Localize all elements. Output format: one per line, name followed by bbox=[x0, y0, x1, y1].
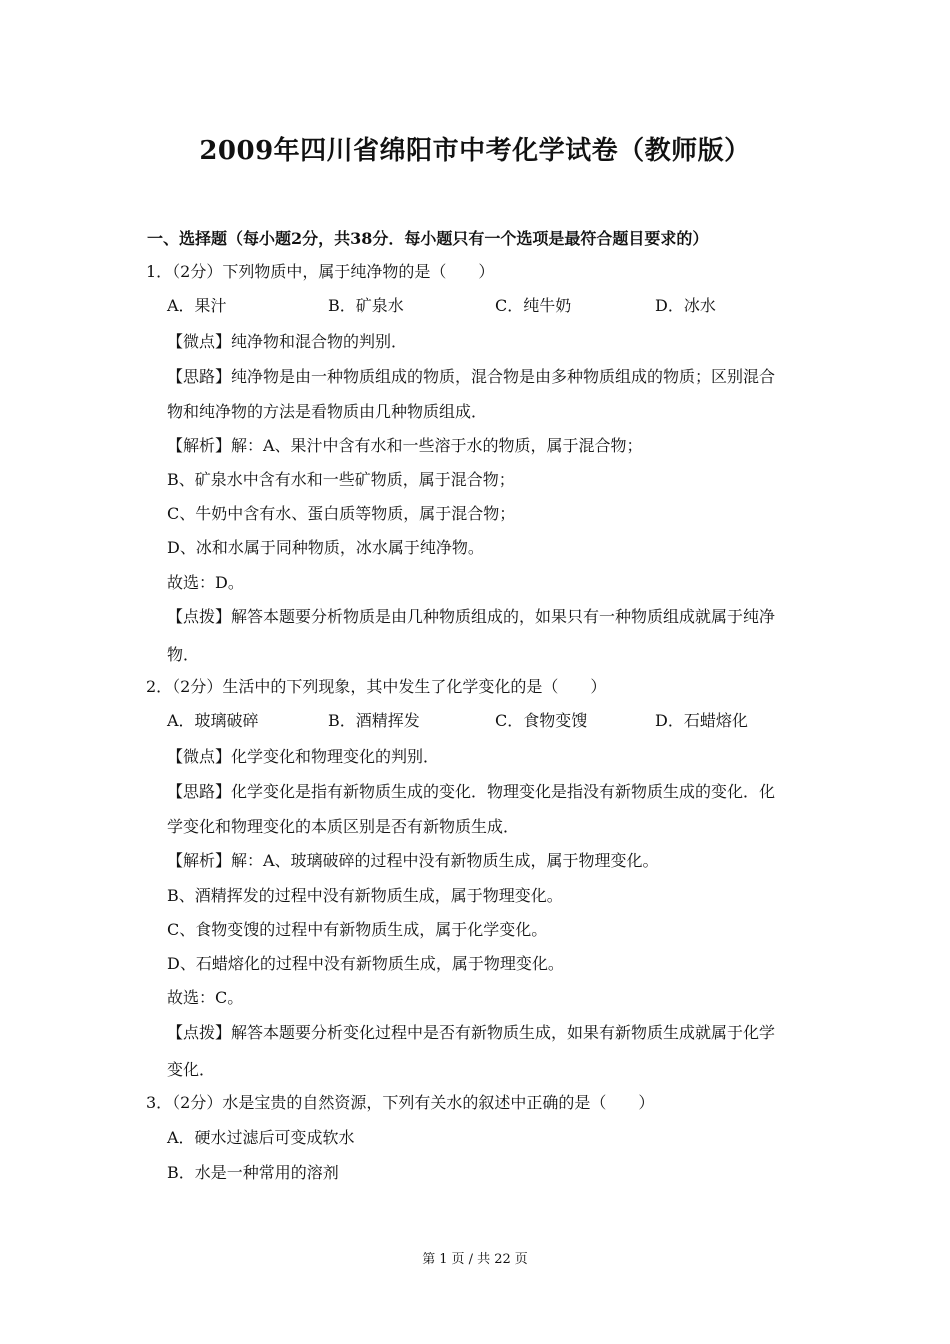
question-2-answer: 故选：C。 bbox=[167, 988, 244, 1007]
question-1-stem: 1．（2分）下列物质中，属于纯净物的是（ ） bbox=[146, 262, 495, 281]
question-1-jiexi-c: C、牛奶中含有水、蛋白质等物质，属于混合物； bbox=[167, 504, 516, 523]
question-1-jiexi-b: B、矿泉水中含有水和一些矿物质，属于混合物； bbox=[167, 470, 515, 489]
footer-total-pages: 22 bbox=[494, 1252, 511, 1267]
question-1-dianbo: 【点拨】解答本题要分析物质是由几种物质组成的，如果只有一种物质组成就属于纯净 bbox=[167, 607, 776, 626]
footer-page-number: 1 bbox=[439, 1252, 448, 1267]
page-footer bbox=[0, 1248, 950, 1267]
footer-mid: 页 / 共 bbox=[451, 1252, 491, 1267]
question-2-option-b: B．酒精挥发 bbox=[328, 711, 420, 730]
question-2-stem: 2．（2分）生活中的下列现象，其中发生了化学变化的是（ ） bbox=[146, 677, 607, 696]
question-3-option-a: A．硬水过滤后可变成软水 bbox=[167, 1128, 355, 1147]
question-1-silu-cont: 物和纯净物的方法是看物质由几种物质组成． bbox=[167, 402, 488, 421]
question-2-option-d: D．石蜡熔化 bbox=[655, 711, 748, 730]
question-1-option-c: C．纯牛奶 bbox=[495, 296, 572, 315]
question-2-silu-cont: 学变化和物理变化的本质区别是否有新物质生成． bbox=[167, 817, 520, 836]
question-2-dianbo: 【点拨】解答本题要分析变化过程中是否有新物质生成，如果有新物质生成就属于化学 bbox=[167, 1023, 776, 1042]
question-1-jiexi: 【解析】解：A、果汁中含有水和一些溶于水的物质，属于混合物； bbox=[167, 436, 643, 455]
question-2-dianbo-cont: 变化． bbox=[167, 1060, 216, 1079]
question-1-dianbo-cont: 物． bbox=[167, 645, 200, 664]
question-1-option-a: A．果汁 bbox=[167, 296, 227, 315]
question-2-jiexi-c: C、食物变馊的过程中有新物质生成，属于化学变化。 bbox=[167, 920, 548, 939]
question-2-jiexi-b: B、酒精挥发的过程中没有新物质生成，属于物理变化。 bbox=[167, 886, 563, 905]
footer-suffix: 页 bbox=[514, 1252, 528, 1267]
document-title: 2009年四川省绵阳市中考化学试卷（教师版） bbox=[199, 136, 751, 166]
section-heading: 一、选择题（每小题2分，共38分．每小题只有一个选项是最符合题目要求的） bbox=[147, 229, 709, 248]
question-2-jiexi-d: D、石蜡熔化的过程中没有新物质生成，属于物理变化。 bbox=[167, 954, 564, 973]
question-1-option-b: B．矿泉水 bbox=[328, 296, 404, 315]
question-1-silu: 【思路】纯净物是由一种物质组成的物质，混合物是由多种物质组成的物质；区别混合 bbox=[167, 367, 776, 386]
question-1-weidian: 【微点】纯净物和混合物的判别． bbox=[167, 332, 408, 351]
question-1-jiexi-d: D、冰和水属于同种物质，冰水属于纯净物。 bbox=[167, 538, 484, 557]
question-3-option-b: B．水是一种常用的溶剂 bbox=[167, 1163, 339, 1182]
question-2-option-a: A．玻璃破碎 bbox=[167, 711, 259, 730]
question-1-answer: 故选：D。 bbox=[167, 573, 244, 592]
question-3-stem: 3．（2分）水是宝贵的自然资源，下列有关水的叙述中正确的是（ ） bbox=[146, 1093, 655, 1112]
question-1-option-d: D．冰水 bbox=[655, 296, 716, 315]
question-2-jiexi: 【解析】解：A、玻璃破碎的过程中没有新物质生成，属于物理变化。 bbox=[167, 851, 659, 870]
question-2-option-c: C．食物变馊 bbox=[495, 711, 588, 730]
question-2-weidian: 【微点】化学变化和物理变化的判别． bbox=[167, 747, 440, 766]
footer-prefix: 第 bbox=[422, 1252, 436, 1267]
question-2-silu: 【思路】化学变化是指有新物质生成的变化．物理变化是指没有新物质生成的变化．化 bbox=[167, 782, 776, 801]
